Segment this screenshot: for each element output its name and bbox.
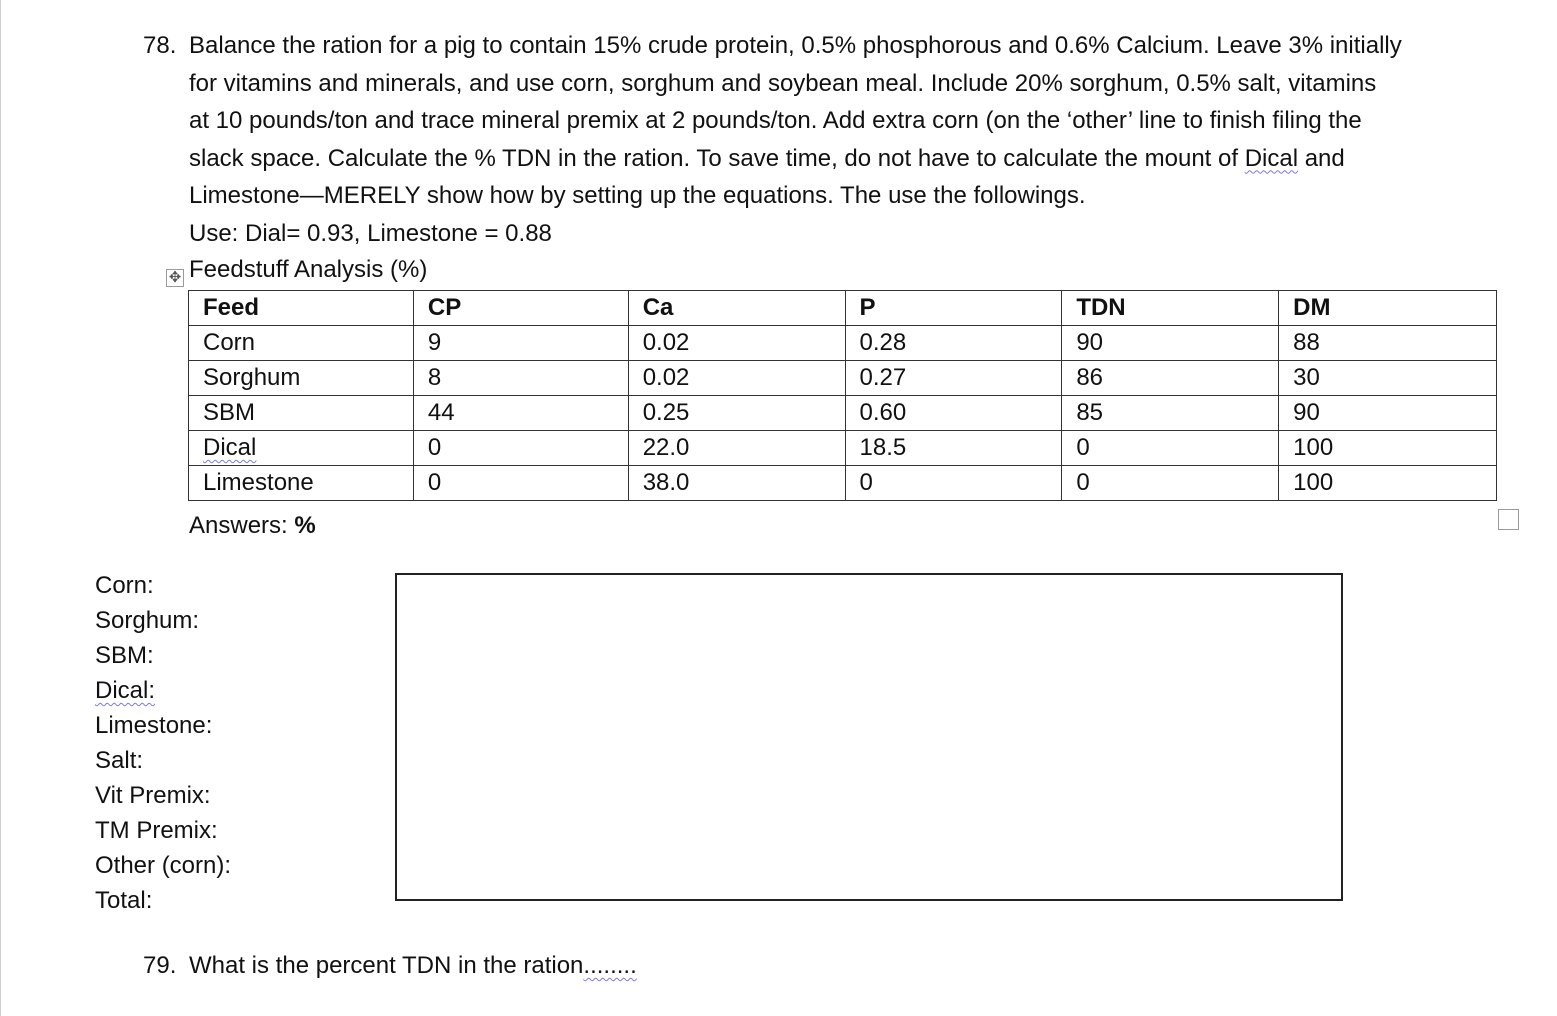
answer-label-other-corn: Other (corn): <box>95 852 232 879</box>
table-cell: Limestone <box>189 466 414 501</box>
feedstuff-table <box>188 290 1497 501</box>
table-cell: 86 <box>1062 361 1279 396</box>
table-cell <box>189 431 414 466</box>
table-cell: 0 <box>1062 431 1279 466</box>
answer-label-salt: Salt: <box>95 747 144 774</box>
answer-label-dical <box>95 673 231 708</box>
header-tdn: TDN <box>1062 291 1279 326</box>
table-cell: 44 <box>413 396 628 431</box>
answer-label-corn: Corn: <box>95 572 154 599</box>
table-row <box>189 396 1497 431</box>
table-row <box>189 466 1497 501</box>
table-cell: 22.0 <box>628 431 845 466</box>
table-cell: 100 <box>1279 431 1497 466</box>
table-cell: Sorghum <box>189 361 414 396</box>
question-78-line-4-text: slack space. Calculate the % TDN in the ration. To save time, do not have to calculate the mount of <box>189 144 1245 172</box>
question-79-number: 79. <box>143 952 177 979</box>
spellcheck-word-dical: Dical <box>203 434 257 461</box>
table-cell: 0.28 <box>845 326 1062 361</box>
table-cell: 0 <box>845 466 1062 501</box>
table-row <box>189 361 1497 396</box>
header-ca: Ca <box>628 291 845 326</box>
answer-label-limestone: Limestone: <box>95 712 213 739</box>
table-cell: 0.02 <box>628 361 845 396</box>
spellcheck-word-dical: Dical <box>1244 144 1299 172</box>
page-left-edge <box>0 0 1 1016</box>
table-cell: 8 <box>413 361 628 396</box>
spellcheck-word-dical: Dical: <box>95 677 156 704</box>
answers-heading <box>189 512 316 540</box>
question-78-line-2: for vitamins and minerals, and use corn, sorghum and soybean meal. Include 20% sorghum, 0.5% salt, vitamins <box>189 69 1377 97</box>
answers-heading-percent: % <box>294 512 316 539</box>
move-cross-icon[interactable]: ✥ <box>166 269 184 287</box>
header-feed: Feed <box>189 291 414 326</box>
table-row <box>189 326 1497 361</box>
answer-label-total: Total: <box>95 887 153 914</box>
answer-label-sorghum: Sorghum: <box>95 607 200 634</box>
table-cell: 30 <box>1279 361 1497 396</box>
question-78-line-3: at 10 pounds/ton and trace mineral premix at 2 pounds/ton. Add extra corn (on the ‘other’ line to finish filing the <box>189 107 1362 134</box>
answer-label-tm-premix: TM Premix: <box>95 817 218 844</box>
question-78-line-4-tail: and <box>1298 144 1345 172</box>
answers-heading-text: Answers: <box>189 512 295 539</box>
question-78-line-6: Use: Dial= 0.93, Limestone = 0.88 <box>189 219 552 247</box>
table-resize-handle[interactable] <box>1498 509 1519 530</box>
table-cell: Corn <box>189 326 414 361</box>
table-cell: 38.0 <box>628 466 845 501</box>
table-cell: 9 <box>413 326 628 361</box>
answer-label-vit-premix: Vit Premix: <box>95 782 211 809</box>
table-cell: 88 <box>1279 326 1497 361</box>
table-cell: 100 <box>1279 466 1497 501</box>
table-cell: 90 <box>1062 326 1279 361</box>
answer-box[interactable] <box>395 573 1343 901</box>
question-78-number: 78. <box>143 32 177 59</box>
table-cell: SBM <box>189 396 414 431</box>
table-cell: 0.02 <box>628 326 845 361</box>
table-cell: 85 <box>1062 396 1279 431</box>
table-cell: 0 <box>413 466 628 501</box>
table-cell: 0.27 <box>845 361 1062 396</box>
answer-labels <box>95 568 231 918</box>
header-cp: CP <box>413 291 628 326</box>
question-79-dots: ........ <box>583 952 637 979</box>
answer-label-sbm: SBM: <box>95 642 154 669</box>
question-78-line-1: Balance the ration for a pig to contain 15% crude protein, 0.5% phosphorous and 0.6% Calcium. Leave 3% initially <box>189 32 1402 59</box>
table-cell: 0.60 <box>845 396 1062 431</box>
header-dm: DM <box>1279 291 1497 326</box>
question-78-line-4 <box>189 140 1519 178</box>
table-cell: 0 <box>1062 466 1279 501</box>
table-cell: 0.25 <box>628 396 845 431</box>
table-header-row <box>189 291 1497 326</box>
header-p: P <box>845 291 1062 326</box>
table-cell: 90 <box>1279 396 1497 431</box>
question-79 <box>143 952 637 980</box>
question-78-line-5: Limestone—MERELY show how by setting up the equations. The use the followings. <box>189 182 1086 209</box>
table-cell: 18.5 <box>845 431 1062 466</box>
table-cell: 0 <box>413 431 628 466</box>
table-caption: Feedstuff Analysis (%) <box>189 256 428 283</box>
table-row <box>189 431 1497 466</box>
question-78-body <box>189 27 1519 252</box>
question-79-text: What is the percent TDN in the ration <box>189 952 584 979</box>
